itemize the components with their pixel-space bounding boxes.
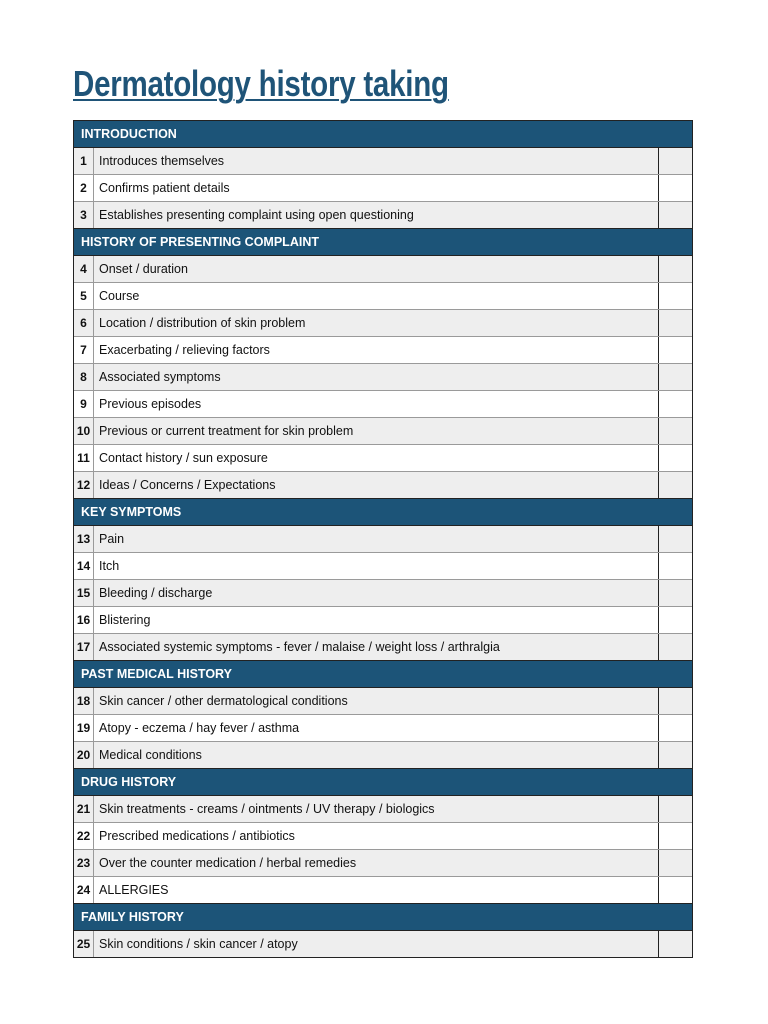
item-checkbox[interactable]: [658, 850, 692, 876]
checklist-row: [74, 309, 692, 336]
item-label: Previous or current treatment for skin problem: [99, 424, 354, 438]
item-checkbox[interactable]: [658, 310, 692, 336]
item-label: Associated systemic symptoms - fever / malaise / weight loss / arthralgia: [99, 640, 500, 654]
item-number: 10: [74, 418, 94, 444]
checklist-row: [74, 687, 692, 714]
checklist-row: [74, 822, 692, 849]
item-number: 25: [74, 931, 94, 957]
item-checkbox[interactable]: [658, 418, 692, 444]
item-label: ALLERGIES: [99, 883, 169, 897]
item-label: Introduces themselves: [99, 154, 225, 168]
checklist-row: [74, 930, 692, 957]
item-label: Blistering: [99, 613, 151, 627]
item-label: Prescribed medications / antibiotics: [99, 829, 295, 843]
checklist-row: [74, 579, 692, 606]
checklist-row: [74, 147, 692, 174]
item-number: 18: [74, 688, 94, 714]
item-checkbox[interactable]: [658, 823, 692, 849]
item-number: 8: [74, 364, 94, 390]
item-label: Itch: [99, 559, 120, 573]
item-label: Pain: [99, 532, 125, 546]
item-checkbox[interactable]: [658, 526, 692, 552]
item-checkbox[interactable]: [658, 607, 692, 633]
checklist-row: [74, 201, 692, 228]
page-title: Dermatology history taking: [73, 63, 449, 104]
item-number: 3: [74, 202, 94, 228]
item-label: Exacerbating / relieving factors: [99, 343, 270, 357]
checklist-row: [74, 390, 692, 417]
item-label: Course: [99, 289, 140, 303]
item-number: 16: [74, 607, 94, 633]
item-number: 15: [74, 580, 94, 606]
item-label: Location / distribution of skin problem: [99, 316, 306, 330]
item-number: 24: [74, 877, 94, 903]
item-checkbox[interactable]: [658, 337, 692, 363]
checklist-row: [74, 849, 692, 876]
item-number: 12: [74, 472, 94, 498]
checklist-row: [74, 606, 692, 633]
item-number: 21: [74, 796, 94, 822]
checklist-row: [74, 633, 692, 660]
item-label: Associated symptoms: [99, 370, 221, 384]
item-checkbox[interactable]: [658, 877, 692, 903]
checklist-row: [74, 741, 692, 768]
checklist-row: [74, 471, 692, 498]
history-checklist-table: [73, 120, 693, 958]
item-label: Skin cancer / other dermatological conditions: [99, 694, 348, 708]
item-number: 7: [74, 337, 94, 363]
checklist-row: [74, 282, 692, 309]
checklist-row: [74, 174, 692, 201]
checklist-row: [74, 336, 692, 363]
section-header: INTRODUCTION: [74, 120, 692, 147]
section-header: FAMILY HISTORY: [74, 903, 692, 930]
item-checkbox[interactable]: [658, 634, 692, 660]
section-header: HISTORY OF PRESENTING COMPLAINT: [74, 228, 692, 255]
item-checkbox[interactable]: [658, 283, 692, 309]
item-number: 19: [74, 715, 94, 741]
item-checkbox[interactable]: [658, 553, 692, 579]
item-label: Over the counter medication / herbal remedies: [99, 856, 357, 870]
item-label: Onset / duration: [99, 262, 188, 276]
item-checkbox[interactable]: [658, 202, 692, 228]
checklist-row: [74, 552, 692, 579]
item-label: Medical conditions: [99, 748, 202, 762]
item-number: 4: [74, 256, 94, 282]
item-label: Atopy - eczema / hay fever / asthma: [99, 721, 300, 735]
item-label: Skin treatments - creams / ointments / UV therapy / biologics: [99, 802, 435, 816]
item-number: 6: [74, 310, 94, 336]
checklist-row: [74, 444, 692, 471]
item-checkbox[interactable]: [658, 391, 692, 417]
item-label: Ideas / Concerns / Expectations: [99, 478, 276, 492]
section-header: DRUG HISTORY: [74, 768, 692, 795]
item-checkbox[interactable]: [658, 445, 692, 471]
checklist-row: [74, 363, 692, 390]
item-checkbox[interactable]: [658, 796, 692, 822]
section-header: KEY SYMPTOMS: [74, 498, 692, 525]
item-number: 5: [74, 283, 94, 309]
checklist-row: [74, 525, 692, 552]
item-number: 2: [74, 175, 94, 201]
checklist-row: [74, 255, 692, 282]
item-checkbox[interactable]: [658, 256, 692, 282]
checklist-row: [74, 714, 692, 741]
item-number: 14: [74, 553, 94, 579]
item-checkbox[interactable]: [658, 931, 692, 957]
item-label: Bleeding / discharge: [99, 586, 213, 600]
item-number: 1: [74, 148, 94, 174]
item-checkbox[interactable]: [658, 742, 692, 768]
item-checkbox[interactable]: [658, 580, 692, 606]
item-checkbox[interactable]: [658, 175, 692, 201]
item-label: Contact history / sun exposure: [99, 451, 268, 465]
item-checkbox[interactable]: [658, 472, 692, 498]
item-number: 23: [74, 850, 94, 876]
checklist-row: [74, 876, 692, 903]
item-label: Establishes presenting complaint using open questioning: [99, 208, 414, 222]
item-checkbox[interactable]: [658, 715, 692, 741]
item-number: 11: [74, 445, 94, 471]
item-label: Confirms patient details: [99, 181, 230, 195]
section-header: PAST MEDICAL HISTORY: [74, 660, 692, 687]
item-number: 13: [74, 526, 94, 552]
item-number: 9: [74, 391, 94, 417]
item-checkbox[interactable]: [658, 688, 692, 714]
item-number: 17: [74, 634, 94, 660]
item-number: 22: [74, 823, 94, 849]
checklist-row: [74, 795, 692, 822]
item-checkbox[interactable]: [658, 364, 692, 390]
checklist-row: [74, 417, 692, 444]
item-label: Skin conditions / skin cancer / atopy: [99, 937, 298, 951]
item-checkbox[interactable]: [658, 148, 692, 174]
item-label: Previous episodes: [99, 397, 202, 411]
item-number: 20: [74, 742, 94, 768]
